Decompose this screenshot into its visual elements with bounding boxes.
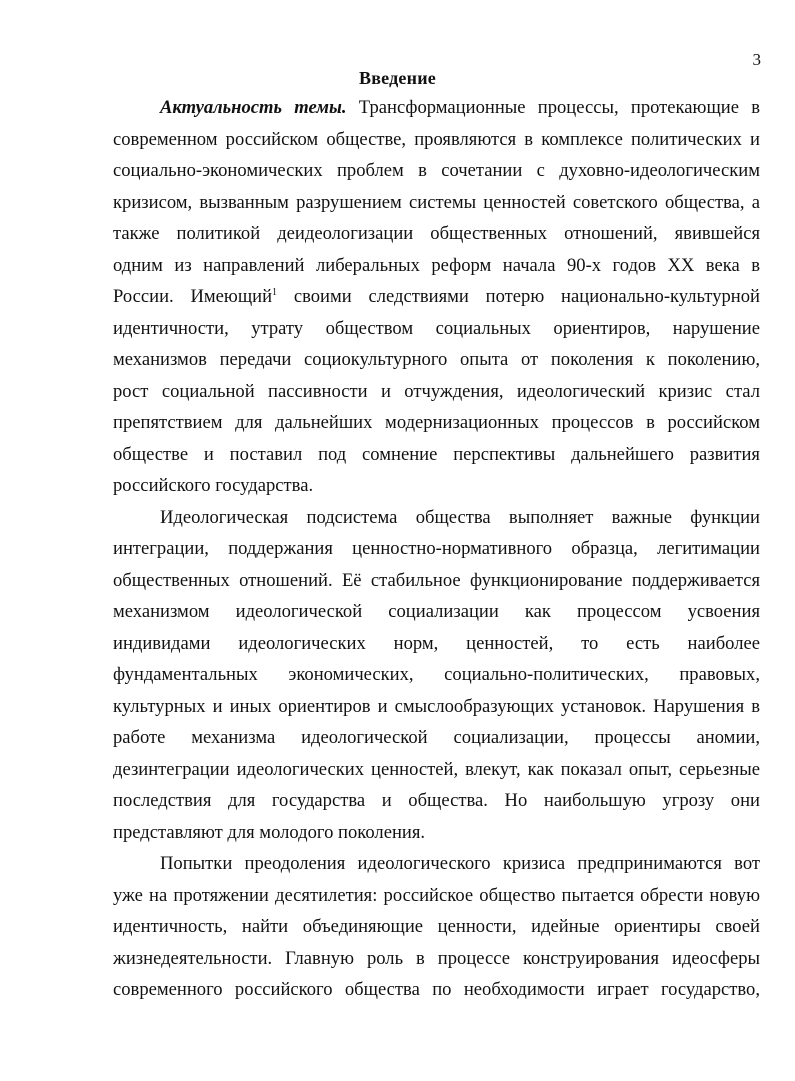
footnote-mark: 1 — [272, 287, 278, 298]
paragraph-2-line-8: работе механизма идеологической социализации, процессы аномии, — [113, 727, 760, 748]
paragraph-2-line-9: дезинтеграции идеологических ценностей, влекут, как показал опыт, серьезные — [113, 758, 760, 780]
paragraph-2-line-5: индивидами идеологических норм, ценностей, то есть наиболее — [113, 632, 760, 654]
paragraph-3-line-4: жизнедеятельности. Главную роль в процессе конструирования идеосферы — [113, 947, 760, 969]
paragraph-1-line-10: рост социальной пассивности и отчуждения, идеологический кризис стал — [113, 380, 760, 402]
paragraph-1-line-13: российского государства. — [113, 475, 314, 496]
paragraph-lead: Актуальность темы. — [160, 97, 347, 118]
paragraph-1-line-11: препятствием для дальнейших модернизационных процессов в российском — [113, 412, 760, 433]
paragraph-2-line-4: механизмом идеологической социализации как процессом усвоения — [113, 601, 760, 622]
paragraph-1-line-12: обществе и поставил под сомнение перспективы дальнейшего развития — [113, 443, 760, 465]
paragraph-1-line-7: России. Имеющий$^1$ своими следствиями потерю национально-культурной — [113, 286, 760, 307]
paragraph-1-line-4: кризисом, вызванным разрушением системы ценностей советского общества, а — [113, 191, 760, 213]
paragraph-3-line-3: идентичность, найти объединяющие ценности, идейные ориентиры своей — [113, 916, 760, 937]
paragraph-1-line-9: механизмов передачи социокультурного опыта от поколения к поколению, — [113, 349, 760, 370]
paragraph-2-line-11: представляют для молодого поколения. — [113, 821, 426, 843]
paragraph-1-line-2: современном российском обществе, проявляются в комплексе политических и — [113, 128, 760, 150]
body-text — [113, 92, 760, 1006]
paragraph-1-line-6: одним из направлений либеральных реформ начала 90-х годов XX века в — [113, 254, 760, 276]
paragraph-3-line-5: современного российского общества по необходимости играет государство, — [113, 979, 760, 1000]
paragraph-2-line-2: интеграции, поддержания ценностно-нормативного образца, легитимации — [113, 538, 760, 559]
paragraph-2-line-1: Идеологическая подсистема общества выполняет важные функции — [160, 506, 760, 528]
paragraph-2-line-7: культурных и иных ориентиров и смыслообразующих установок. Нарушения в — [113, 695, 760, 717]
paragraph-2-line-10: последствия для государства и общества. Но наибольшую угрозу они — [113, 790, 760, 811]
page-title: Введение — [359, 68, 436, 88]
page-number: 3 — [752, 50, 761, 69]
paragraph-1-line-3: социально-экономических проблем в сочетании с духовно-идеологическим — [113, 160, 760, 181]
paragraph-1-line-1: Актуальность темы. Трансформационные процессы, протекающие в — [160, 97, 760, 118]
paragraph-2-line-6: фундаментальных экономических, социально-политических, правовых, — [113, 664, 760, 685]
paragraph-3-line-2: уже на протяжении десятилетия: российское общество пытается обрести новую — [113, 884, 760, 906]
paragraph-2-line-3: общественных отношений. Её стабильное функционирование поддерживается — [113, 569, 760, 591]
paragraph-3-line-1: Попытки преодоления идеологического кризиса предпринимаются вот — [160, 853, 760, 874]
paragraph-1-line-5: также политикой деидеологизации общественных отношений, явившейся — [113, 223, 760, 244]
paragraph-1-line-8: идентичности, утрату обществом социальных ориентиров, нарушение — [113, 317, 760, 339]
